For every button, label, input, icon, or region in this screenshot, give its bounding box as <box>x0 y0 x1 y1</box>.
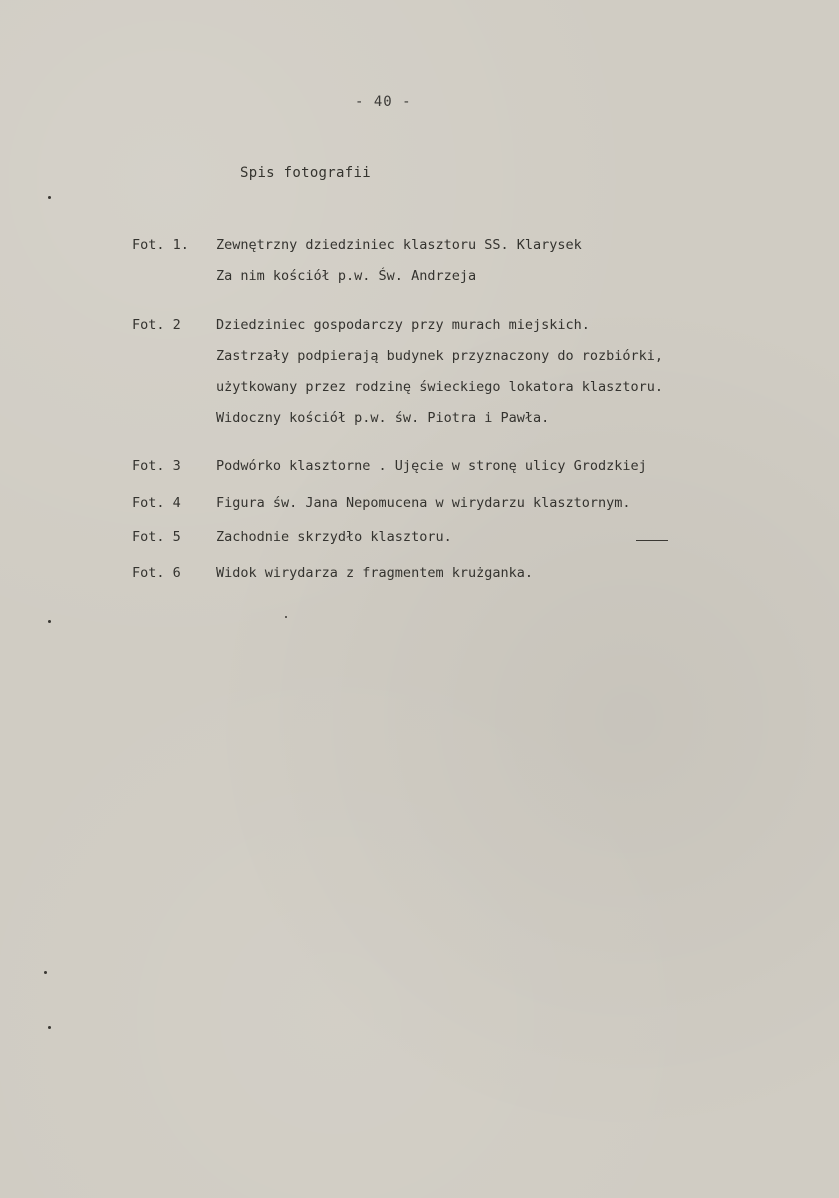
page-number: - 40 - <box>355 94 412 110</box>
entry-line <box>132 230 582 261</box>
entry-label: Fot. 5 <box>132 529 181 545</box>
entry-line <box>132 492 631 514</box>
ink-speck <box>48 1026 51 1029</box>
entry-label: Fot. 1. <box>132 237 189 253</box>
entry-line <box>132 526 452 548</box>
entry-line <box>132 310 663 341</box>
entry-text-continued: użytkowany przez rodzinę świeckiego lokatora klasztoru. <box>216 379 664 395</box>
entry-text-continued: Za nim kościół p.w. Św. Andrzeja <box>216 268 477 284</box>
ink-mark <box>636 540 668 541</box>
entry-text: Dziedziniec gospodarczy przy murach miejskich. <box>216 317 590 333</box>
photo-entry-2 <box>132 310 663 434</box>
photo-entry-6 <box>132 562 533 584</box>
entry-label: Fot. 4 <box>132 495 181 511</box>
entry-label: Fot. 2 <box>132 317 181 333</box>
entry-text: Widok wirydarza z fragmentem krużganka. <box>216 565 533 581</box>
entry-label: Fot. 6 <box>132 565 181 581</box>
ink-speck <box>285 616 287 618</box>
entry-text-continued: Widoczny kościół p.w. św. Piotra i Pawła. <box>216 410 550 426</box>
photo-entry-4 <box>132 492 631 514</box>
entry-text: Podwórko klasztorne . Ujęcie w stronę ulicy Grodzkiej <box>216 458 647 474</box>
ink-speck <box>48 620 51 623</box>
photo-entry-1 <box>132 230 582 292</box>
page-title: Spis fotografii <box>240 165 371 181</box>
entry-text-continued: Zastrzały podpierają budynek przyznaczony do rozbiórki, <box>216 348 664 364</box>
entry-line <box>132 562 533 584</box>
photo-entry-5 <box>132 526 452 548</box>
entry-text: Zewnętrzny dziedziniec klasztoru SS. Klarysek <box>216 237 582 253</box>
ink-speck <box>48 196 51 199</box>
entry-label: Fot. 3 <box>132 458 181 474</box>
ink-speck <box>44 971 47 974</box>
entry-text: Zachodnie skrzydło klasztoru. <box>216 529 452 545</box>
entry-text: Figura św. Jana Nepomucena w wirydarzu klasztornym. <box>216 495 631 511</box>
entry-line <box>132 455 647 477</box>
photo-entry-3 <box>132 455 647 477</box>
